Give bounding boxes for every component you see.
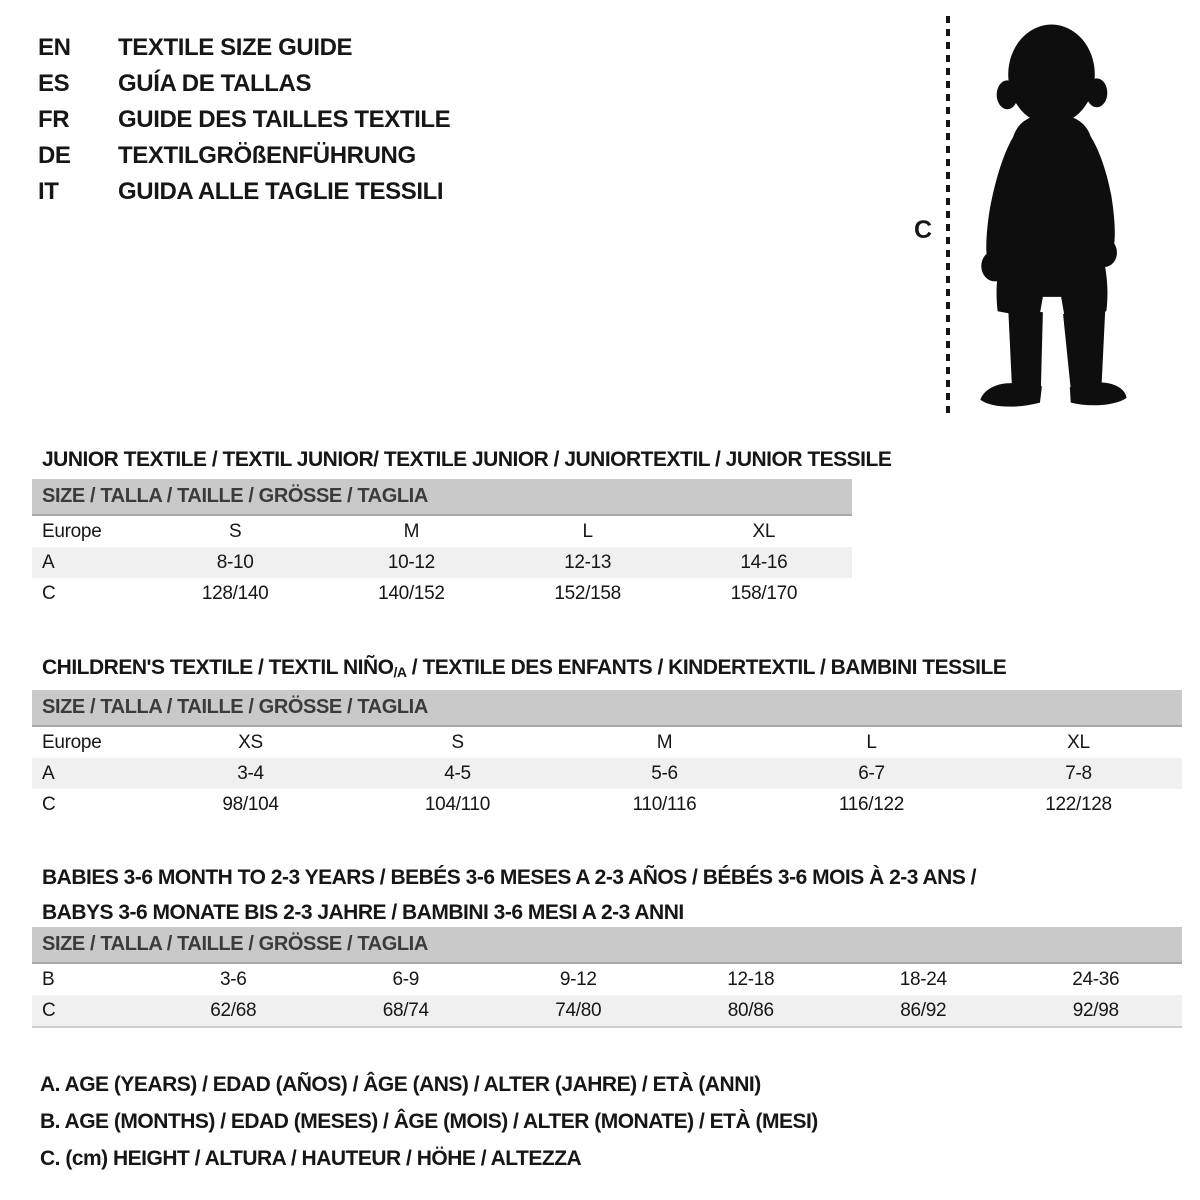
table-row-europe	[32, 516, 852, 547]
language-row-es	[38, 66, 450, 102]
table-row-age	[32, 547, 852, 578]
value-cell: 4-5	[444, 762, 471, 784]
language-code: FR	[38, 106, 70, 133]
value-cell: S	[228, 520, 242, 542]
value-cell: 80/86	[727, 999, 774, 1021]
value-cell: 104/110	[424, 793, 491, 815]
children-heading-main: CHILDREN'S TEXTILE / TEXTIL NIÑO	[42, 656, 394, 680]
value-cell: 3-6	[219, 968, 247, 990]
legend-line-b: B. AGE (MONTHS) / EDAD (MESES) / ÂGE (MOIS) / ALTER (MONATE) / ETÀ (MESI)	[40, 1110, 818, 1133]
value-cell: 12-18	[727, 968, 775, 990]
table-row-europe	[32, 727, 1182, 758]
value-cell: XL	[1067, 731, 1090, 753]
table-row-height	[32, 995, 1182, 1026]
value-cell: 98/104	[222, 793, 279, 815]
value-cell: 68/74	[382, 999, 429, 1021]
row-label-cell: A	[42, 762, 55, 784]
value-cell: XL	[752, 520, 776, 542]
toddler-silhouette-icon	[963, 14, 1141, 418]
row-label-cell: A	[42, 551, 55, 573]
value-cell: 12-13	[564, 551, 612, 573]
value-cell: 86/92	[900, 999, 947, 1021]
table-row-height	[32, 789, 1182, 820]
value-cell: S	[451, 731, 464, 753]
language-code: IT	[38, 178, 59, 205]
babies-size-table	[32, 927, 1182, 1028]
value-cell: 116/122	[838, 793, 905, 815]
guide-title-it: GUIDA ALLE TAGLIE TESSILI	[118, 178, 444, 205]
children-heading-rest: / TEXTILE DES ENFANTS / KINDERTEXTIL / BAMBINI TESSILE	[406, 656, 1007, 680]
junior-section-heading: JUNIOR TEXTILE / TEXTIL JUNIOR/ TEXTILE JUNIOR / JUNIORTEXTIL / JUNIOR TESSILE	[42, 448, 892, 472]
table-row-age	[32, 758, 1182, 789]
babies-heading-line-2: BABYS 3-6 MONATE BIS 2-3 JAHRE / BAMBINI 3-6 MESI A 2-3 ANNI	[42, 901, 684, 925]
value-cell: XS	[238, 731, 263, 753]
value-cell: L	[866, 731, 877, 753]
language-title-list	[38, 30, 450, 210]
legend-line-a: A. AGE (YEARS) / EDAD (AÑOS) / ÂGE (ANS) / ALTER (JAHRE) / ETÀ (ANNI)	[40, 1073, 761, 1096]
row-label-cell: B	[42, 968, 55, 990]
babies-heading-line-1: BABIES 3-6 MONTH TO 2-3 YEARS / BEBÉS 3-6 MESES A 2-3 AÑOS / BÉBÉS 3-6 MOIS À 2-3 ANS /	[42, 866, 977, 890]
language-code: ES	[38, 70, 70, 97]
value-cell: 18-24	[899, 968, 947, 990]
language-code: EN	[38, 34, 71, 61]
value-cell: 6-9	[392, 968, 420, 990]
row-label-cell: C	[42, 582, 56, 604]
measurement-legend	[40, 1066, 818, 1177]
guide-title-fr: GUIDE DES TAILLES TEXTILE	[118, 106, 451, 133]
value-cell: 7-8	[1065, 762, 1092, 784]
value-cell: 24-36	[1072, 968, 1120, 990]
value-cell: 74/80	[555, 999, 602, 1021]
value-cell: 128/140	[201, 582, 269, 604]
value-cell: 140/152	[378, 582, 445, 604]
value-cell: 3-4	[237, 762, 264, 784]
value-cell: 110/116	[632, 793, 697, 815]
children-size-table	[32, 690, 1182, 820]
value-cell: 152/158	[554, 582, 621, 604]
size-header-bar: SIZE / TALLA / TAILLE / GRÖSSE / TAGLIA	[32, 690, 1182, 727]
value-cell: 122/128	[1045, 793, 1112, 815]
height-measure-c-label: C	[914, 216, 933, 244]
children-section-heading	[42, 656, 1006, 680]
babies-section-heading	[42, 860, 976, 930]
children-heading-subscript: /A	[393, 664, 407, 681]
value-cell: 14-16	[740, 551, 788, 573]
size-header-bar: SIZE / TALLA / TAILLE / GRÖSSE / TAGLIA	[32, 927, 1182, 964]
row-label-cell: Europe	[42, 731, 102, 753]
value-cell: 62/68	[210, 999, 257, 1021]
value-cell: 9-12	[559, 968, 597, 990]
row-label-cell: C	[42, 999, 56, 1021]
value-cell: 158/170	[730, 582, 798, 604]
value-cell: 8-10	[216, 551, 254, 573]
language-row-fr	[38, 102, 450, 138]
value-cell: 6-7	[858, 762, 885, 784]
size-header-bar: SIZE / TALLA / TAILLE / GRÖSSE / TAGLIA	[32, 479, 852, 516]
table-row-height	[32, 578, 852, 609]
guide-title-es: GUÍA DE TALLAS	[118, 70, 312, 97]
value-cell: M	[656, 731, 673, 753]
value-cell: M	[403, 520, 420, 542]
language-row-de	[38, 138, 450, 174]
height-dashed-line	[946, 16, 950, 416]
guide-title-de: TEXTILGRÖßENFÜHRUNG	[118, 142, 416, 169]
legend-line-c: C. (cm) HEIGHT / ALTURA / HAUTEUR / HÖHE / ALTEZZA	[40, 1147, 582, 1170]
language-code: DE	[38, 142, 71, 169]
value-cell: 5-6	[651, 762, 678, 784]
value-cell: 92/98	[1072, 999, 1119, 1021]
value-cell: 10-12	[387, 551, 435, 573]
table-row-age-months	[32, 964, 1182, 995]
language-row-it	[38, 174, 450, 210]
value-cell: L	[582, 520, 593, 542]
row-label-cell: Europe	[42, 520, 102, 542]
guide-title-en: TEXTILE SIZE GUIDE	[118, 34, 353, 61]
language-row-en	[38, 30, 450, 66]
row-label-cell: C	[42, 793, 56, 815]
junior-size-table	[32, 479, 852, 609]
